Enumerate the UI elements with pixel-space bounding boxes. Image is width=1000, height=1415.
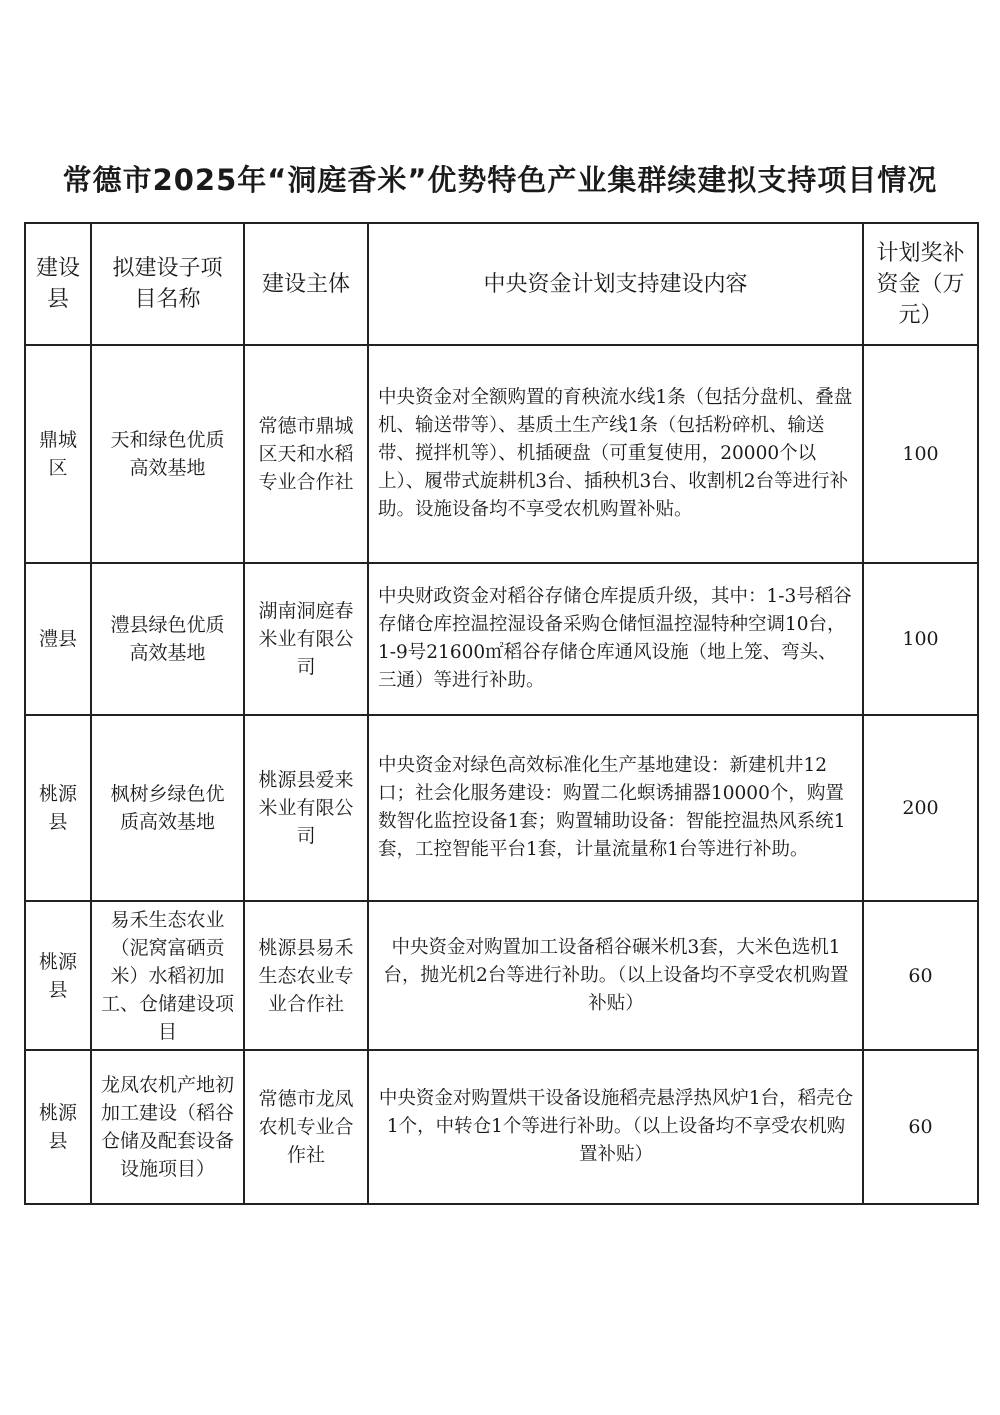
cell-content: 中央财政资金对稻谷存储仓库提质升级，其中：1-3号稻谷存储仓库控温控湿设备采购仓储恒温控湿特种空调10台，1-9号21600㎡稻谷存储仓库通风设施（地上笼、弯头、三通）等进行补助。 bbox=[368, 563, 863, 715]
cell-project: 龙凤农机产地初加工建设（稻谷仓储及配套设备设施项目） bbox=[91, 1050, 244, 1204]
cell-county: 桃源县 bbox=[25, 1050, 91, 1204]
cell-entity: 桃源县爱来米业有限公司 bbox=[244, 715, 368, 901]
cell-amount: 60 bbox=[863, 901, 978, 1050]
cell-content: 中央资金对购置加工设备稻谷碾米机3套，大米色选机1台，抛光机2台等进行补助。（以上设备均不享受农机购置补贴） bbox=[368, 901, 863, 1050]
cell-entity: 湖南洞庭春米业有限公司 bbox=[244, 563, 368, 715]
cell-project: 易禾生态农业（泥窝富硒贡米）水稻初加工、仓储建设项目 bbox=[91, 901, 244, 1050]
header-entity: 建设主体 bbox=[244, 223, 368, 345]
header-amount: 计划奖补资金（万元） bbox=[863, 223, 978, 345]
cell-county: 澧县 bbox=[25, 563, 91, 715]
cell-entity: 常德市龙凤农机专业合作社 bbox=[244, 1050, 368, 1204]
header-project: 拟建设子项目名称 bbox=[91, 223, 244, 345]
cell-entity: 桃源县易禾生态农业专业合作社 bbox=[244, 901, 368, 1050]
cell-content: 中央资金对绿色高效标准化生产基地建设：新建机井12口；社会化服务建设：购置二化螟诱捕器10000个，购置数智化监控设备1套；购置辅助设备：智能控温热风系统1套，工控智能平台1套，计量流量称1台等进行补助。 bbox=[368, 715, 863, 901]
cell-project: 天和绿色优质高效基地 bbox=[91, 345, 244, 563]
cell-amount: 100 bbox=[863, 563, 978, 715]
table-row bbox=[25, 715, 978, 901]
table-row bbox=[25, 901, 978, 1050]
cell-amount: 200 bbox=[863, 715, 978, 901]
project-table bbox=[24, 222, 979, 1205]
cell-project: 枫树乡绿色优质高效基地 bbox=[91, 715, 244, 901]
cell-content: 中央资金对全额购置的育秧流水线1条（包括分盘机、叠盘机、输送带等）、基质土生产线1条（包括粉碎机、输送带、搅拌机等）、机插硬盘（可重复使用，20000个以上）、履带式旋耕机3台、插秧机3台、收割机2台等进行补助。设施设备均不享受农机购置补贴。 bbox=[368, 345, 863, 563]
cell-county: 桃源县 bbox=[25, 715, 91, 901]
table-header-row bbox=[25, 223, 978, 345]
table-row bbox=[25, 1050, 978, 1204]
page-title: 常德市2025年“洞庭香米”优势特色产业集群续建拟支持项目情况 bbox=[62, 163, 938, 197]
table-row bbox=[25, 345, 978, 563]
cell-county: 桃源县 bbox=[25, 901, 91, 1050]
header-county: 建设县 bbox=[25, 223, 91, 345]
cell-project: 澧县绿色优质高效基地 bbox=[91, 563, 244, 715]
cell-entity: 常德市鼎城区天和水稻专业合作社 bbox=[244, 345, 368, 563]
cell-county: 鼎城区 bbox=[25, 345, 91, 563]
header-content: 中央资金计划支持建设内容 bbox=[368, 223, 863, 345]
cell-amount: 60 bbox=[863, 1050, 978, 1204]
table-row bbox=[25, 563, 978, 715]
cell-amount: 100 bbox=[863, 345, 978, 563]
cell-content: 中央资金对购置烘干设备设施稻壳悬浮热风炉1台，稻壳仓1个，中转仓1个等进行补助。（以上设备均不享受农机购置补贴） bbox=[368, 1050, 863, 1204]
